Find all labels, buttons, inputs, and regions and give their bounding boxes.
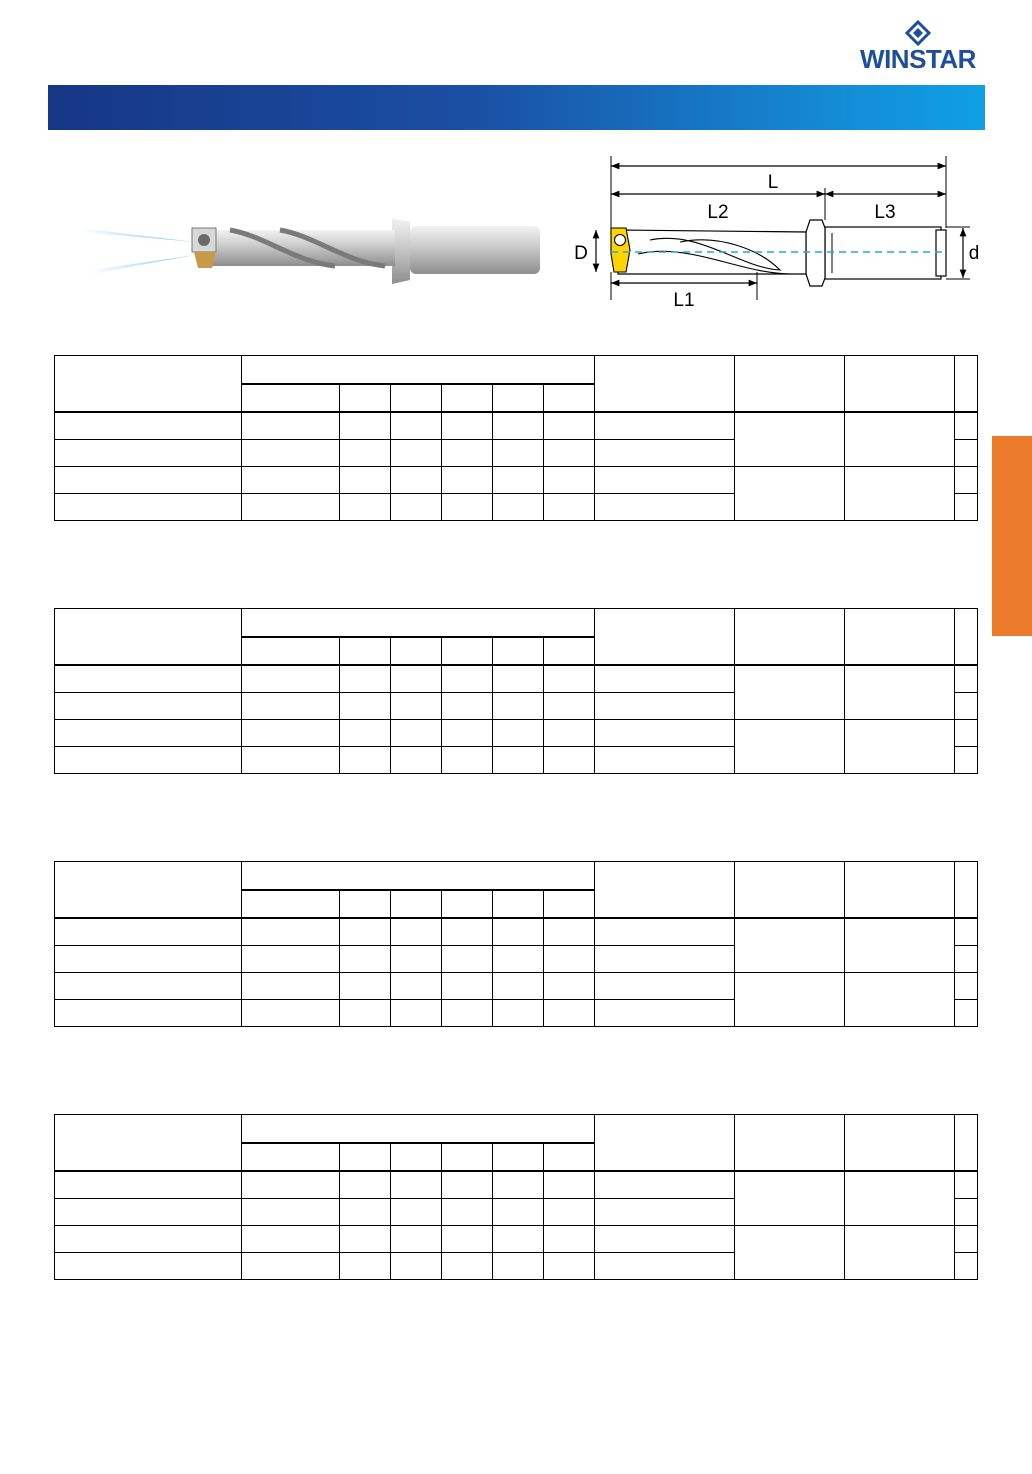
header-cell (735, 1115, 845, 1172)
brand-logo (848, 20, 988, 72)
header-cell (845, 609, 955, 666)
subheader-cell (391, 384, 442, 412)
label-L1: L1 (673, 290, 695, 311)
subheader-cell (544, 384, 595, 412)
spec-table-1 (54, 355, 978, 521)
table-row (55, 973, 978, 1000)
subheader-cell (340, 637, 391, 665)
header-cell (595, 609, 735, 666)
section-side-tab (992, 436, 1032, 636)
drill-dimension-diagram (570, 150, 990, 320)
drill-shank (410, 226, 540, 274)
header-cell (242, 356, 595, 385)
header-cell (735, 356, 845, 413)
spec-table-2 (54, 608, 978, 774)
label-D: D (574, 243, 588, 264)
table-row (55, 467, 978, 494)
header-cell (242, 1115, 595, 1144)
header-cell (955, 356, 978, 413)
subheader-cell (493, 890, 544, 918)
subheader-cell (391, 1143, 442, 1171)
subheader-cell (493, 384, 544, 412)
header-cell (242, 609, 595, 638)
subheader-cell (391, 637, 442, 665)
subheader-cell (340, 384, 391, 412)
subheader-cell (242, 1143, 340, 1171)
subheader-cell (442, 1143, 493, 1171)
label-L3: L3 (874, 202, 896, 223)
subheader-cell (391, 890, 442, 918)
header-cell (55, 862, 242, 919)
header-cell (955, 862, 978, 919)
drill-product-photo (80, 200, 550, 300)
header-cell (845, 1115, 955, 1172)
subheader-cell (242, 637, 340, 665)
subheader-cell (340, 1143, 391, 1171)
header-cell (845, 356, 955, 413)
table-row (55, 412, 978, 440)
subheader-cell (544, 1143, 595, 1171)
subheader-cell (242, 384, 340, 412)
diagram-flange (806, 220, 825, 286)
coolant-jet-lower (90, 255, 195, 274)
header-cell (735, 609, 845, 666)
header-cell (55, 1115, 242, 1172)
header-cell (55, 609, 242, 666)
header-cell (845, 862, 955, 919)
subheader-cell (442, 890, 493, 918)
subheader-cell (493, 1143, 544, 1171)
header-cell (735, 862, 845, 919)
header-cell (955, 609, 978, 666)
table-row (55, 665, 978, 693)
subheader-cell (242, 890, 340, 918)
table-row (55, 918, 978, 946)
subheader-cell (544, 890, 595, 918)
label-L: L (767, 172, 779, 193)
subheader-cell (340, 890, 391, 918)
subheader-cell (493, 637, 544, 665)
subheader-cell (442, 384, 493, 412)
label-d: d (968, 243, 980, 264)
header-cell (595, 356, 735, 413)
header-cell (55, 356, 242, 413)
subheader-cell (544, 637, 595, 665)
table-row (55, 720, 978, 747)
label-L2: L2 (707, 202, 729, 223)
subheader-cell (442, 637, 493, 665)
title-banner (48, 85, 985, 130)
header-cell (955, 1115, 978, 1172)
header-cell (595, 862, 735, 919)
spec-table-4 (54, 1114, 978, 1280)
header-cell (595, 1115, 735, 1172)
coolant-jet-upper (80, 228, 195, 242)
diagram-shank (825, 227, 941, 279)
table-row (55, 1226, 978, 1253)
header-cell (242, 862, 595, 891)
spec-table-3 (54, 861, 978, 1027)
table-row (55, 1171, 978, 1199)
brand-name: WINSTAR (860, 44, 976, 74)
